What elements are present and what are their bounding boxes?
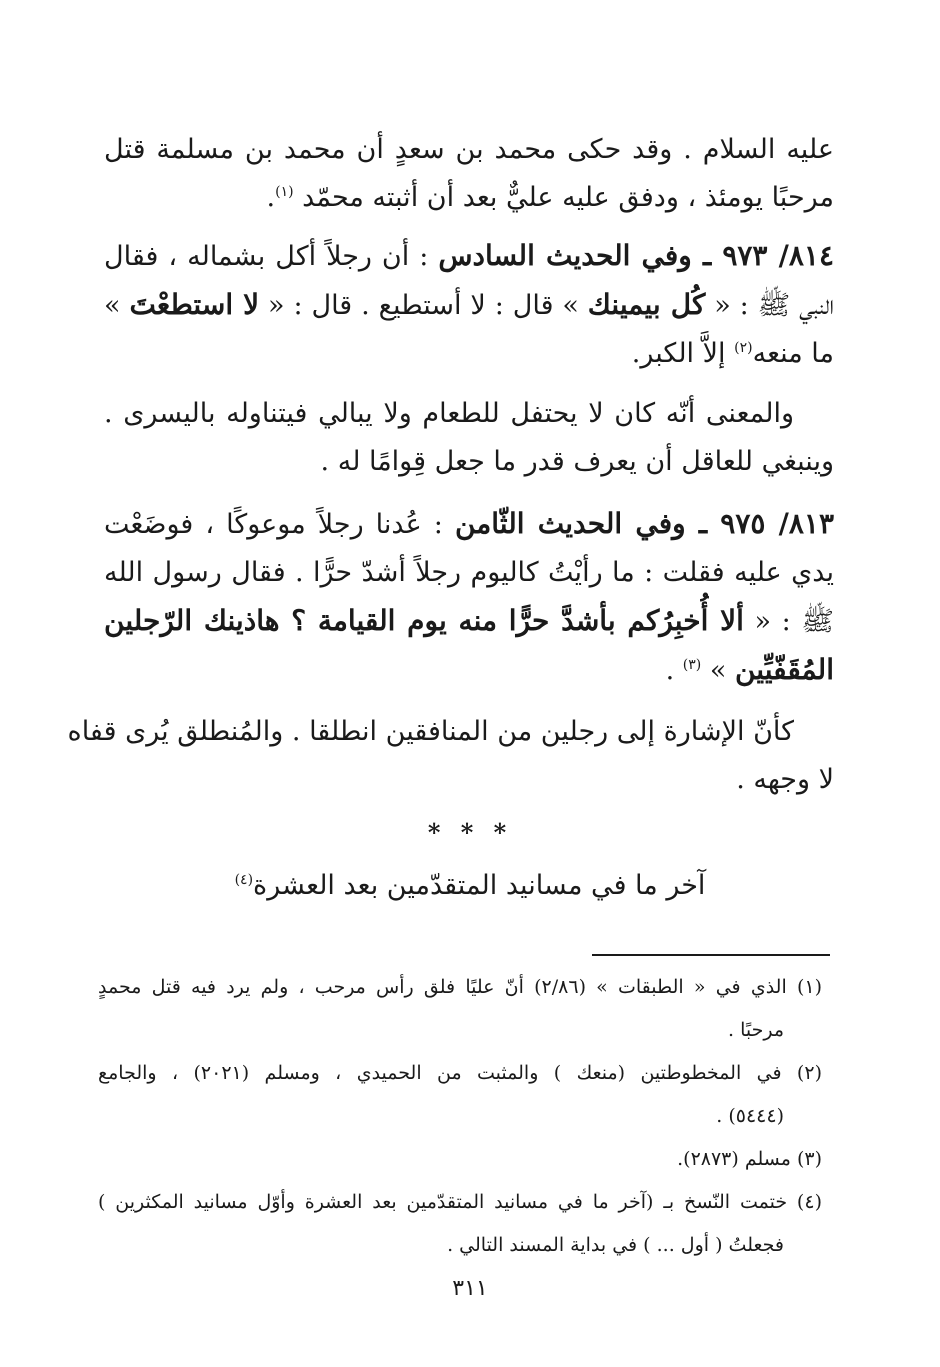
text-line: مرحبًا يومئذ ، ودفق عليه عليٌّ بعد أن أثبته محمّد $^{(١)}$. (266, 182, 834, 213)
text-line: لا وجهه . (736, 764, 834, 795)
footnote-2: (٢) في المخطوطتين (منعك ) والمثبت من الحميدي ، ومسلم (٢٠٢١) ، والجامع (98, 1062, 822, 1084)
text-span: » (104, 290, 121, 321)
text-line: كأنّ الإشارة إلى رجلين من المنافقين انطلقا . والمُنطلق يُرى قفاه (67, 716, 794, 747)
footnote-ref-3[interactable]: (٣) (682, 657, 702, 673)
closing-line (0, 870, 940, 901)
footnotes (98, 966, 822, 1267)
page-number: ٣١١ (452, 1276, 488, 1301)
hadith-number: ٨١٤/ ٩٧٣ ـ وفي الحديث السادس (438, 239, 834, 272)
text-span: » قال : لا أستطيع . قال : « (268, 290, 579, 321)
text-span: ﷺ : « (754, 606, 834, 637)
quote-bold: لا استطعْتَ (129, 288, 260, 321)
commentary-1 (104, 390, 834, 486)
text-line: والمعنى أنّه كان لا يحتفل للطعام ولا يبالي فيتناوله باليسرى . (104, 398, 794, 429)
footnote-divider (592, 954, 830, 956)
text-line (104, 597, 834, 646)
footnote-ref-4[interactable]: (٤) (234, 872, 254, 888)
text-line (104, 281, 834, 330)
quote-bold: ألا أُخبِرُكم بأشدَّ حرًّا منه يوم القيامة ؟ هاذينك الرّجلين (104, 604, 744, 637)
text-span: : أن رجلاً أكل بشماله ، فقال (104, 241, 429, 272)
closing-text: آخر ما في مسانيد المتقدّمين بعد العشرة (253, 870, 706, 901)
footnote-4-cont: فجعلتُ ( أول ... ) في بداية المسند التالي . (447, 1234, 784, 1256)
text-span: : عُدنا رجلاً موعوكًا ، فوضَعْت (104, 509, 443, 540)
hadith-975 (104, 500, 834, 695)
footnote-1-cont: مرحبًا . (727, 1019, 784, 1041)
text-span: » (709, 655, 727, 686)
hadith-973 (104, 232, 834, 378)
paragraph-1 (104, 126, 834, 222)
footnote-1: (١) الذي في « الطبقات » (٢/٨٦) أنّ عليًا فلق رأس مرحب ، ولم يرد فيه قتل محمدٍ (98, 976, 822, 998)
text-span: . (665, 655, 675, 686)
quote-bold: كُل بيمينك (587, 288, 706, 321)
text-line (104, 330, 834, 378)
text-span: إلاَّ الكبر. (631, 338, 726, 369)
hadith-number: ٨١٣/ ٩٧٥ ـ وفي الحديث الثّامن (454, 507, 834, 540)
footnote-4: (٤) ختمت النّسخ بـ (آخر ما في مسانيد المتقدّمين بعد العشرة وأوّل مسانيد المكثرين ) (98, 1191, 822, 1213)
text-line: وينبغي للعاقل أن يعرف قدر ما جعل قِوامًا له . (320, 446, 834, 477)
text-span: ما منعه (752, 338, 834, 369)
footnote-2-cont: (٥٤٤٤) . (716, 1105, 784, 1127)
footnote-ref-1[interactable]: (١) (275, 184, 294, 200)
text-line (104, 646, 834, 695)
text-line (104, 500, 834, 549)
section-separator: * * * (427, 818, 513, 847)
commentary-2 (67, 708, 834, 804)
footnote-ref-2[interactable]: (٢) (734, 340, 753, 356)
footnote-3: (٣) مسلم (٢٨٧٣). (677, 1148, 822, 1170)
text-line: يدي عليه فقلت : ما رأيْتُ كاليوم رجلاً أشدّ حرًّا . فقال رسول الله (104, 557, 834, 588)
text-span: مرحبًا يومئذ ، ودفق عليه عليٌّ بعد أن أثبته محمّد (302, 182, 834, 213)
text-span: النبي ﷺ : « (714, 290, 834, 321)
text-line: عليه السلام . وقد حكى محمد بن سعدٍ أن محمد بن مسلمة قتل (104, 134, 834, 165)
quote-bold: المُقَفّيِّين (734, 653, 834, 686)
text-line (104, 232, 834, 281)
